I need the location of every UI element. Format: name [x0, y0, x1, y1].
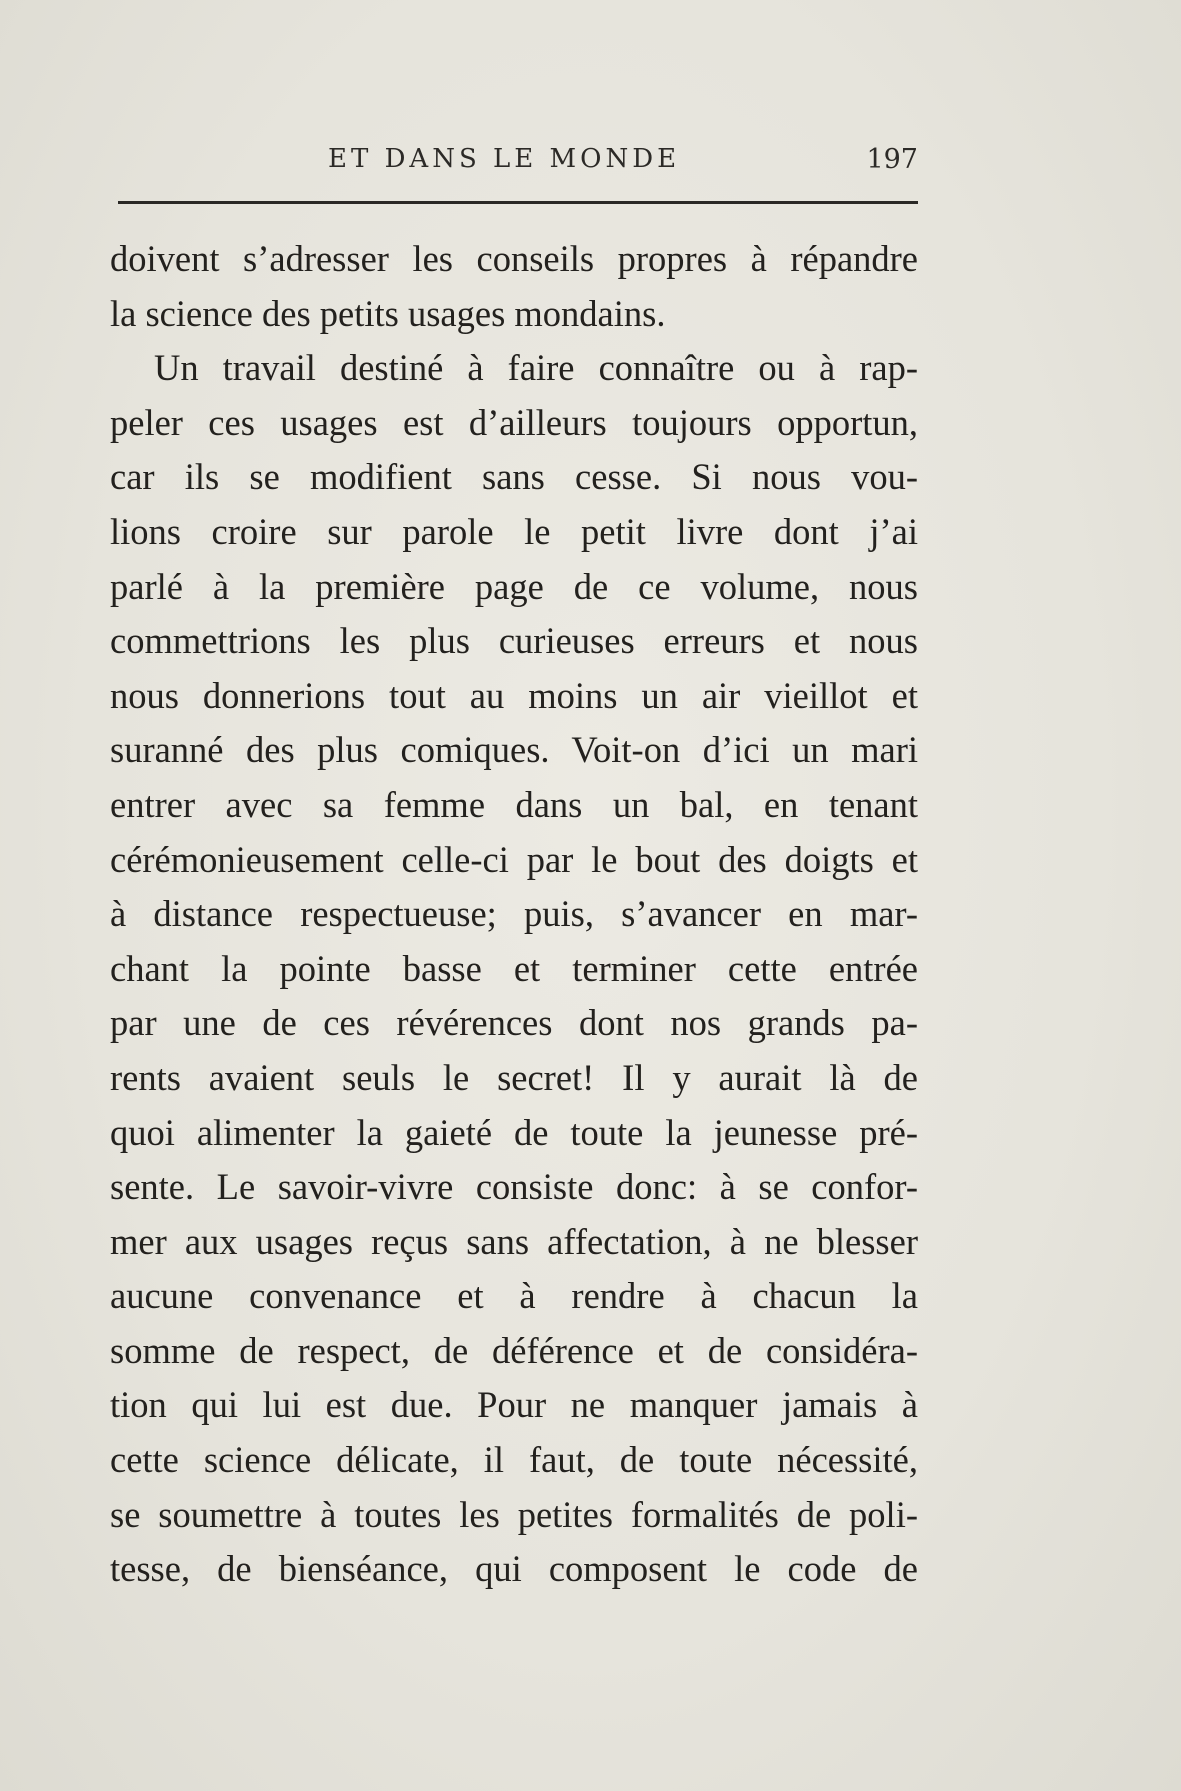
text-line: lions croire sur parole le petit livre dont j’ai: [110, 510, 918, 552]
text-line: commettrions les plus curieuses erreurs et nous: [110, 620, 918, 662]
text-line: doivent s’adresser les conseils propres à répandre: [110, 238, 918, 279]
text-line: entrer avec sa femme dans un bal, en tenant: [110, 783, 918, 825]
text-line: car ils se modifient sans cesse. Si nous vou-: [110, 456, 918, 498]
text-line: parlé à la première page de ce volume, nous: [110, 565, 918, 607]
text-line: Un travail destiné à faire connaître ou à rap-: [154, 347, 918, 389]
text-line: somme de respect, de déférence et de considéra-: [110, 1329, 918, 1371]
running-head: [118, 140, 918, 180]
body-text: [110, 232, 918, 1597]
text-line: sente. Le savoir-vivre consiste donc: à se confor-: [110, 1166, 918, 1208]
text-line: aucune convenance et à rendre à chacun la: [110, 1275, 918, 1317]
text-line: cette science délicate, il faut, de toute nécessité,: [110, 1439, 918, 1481]
text-line: chant la pointe basse et terminer cette entrée: [110, 947, 918, 989]
text-line: cérémonieusement celle-ci par le bout des doigts et: [110, 838, 918, 880]
text-line: nous donnerions tout au moins un air vieillot et: [110, 674, 918, 716]
text-line: se soumettre à toutes les petites formalités de poli-: [110, 1493, 918, 1535]
text-line: rents avaient seuls le secret! Il y aurait là de: [110, 1056, 918, 1098]
running-title: ET DANS LE MONDE: [328, 144, 681, 174]
text-line: tesse, de bienséance, qui composent le code de: [110, 1548, 918, 1590]
text-line: à distance respectueuse; puis, s’avancer en mar-: [110, 893, 918, 935]
text-line: tion qui lui est due. Pour ne manquer jamais à: [110, 1384, 918, 1426]
text-line: mer aux usages reçus sans affectation, à ne blesser: [110, 1220, 918, 1262]
text-line: suranné des plus comiques. Voit-on d’ici un mari: [110, 729, 918, 771]
text-line: par une de ces révérences dont nos grands pa-: [110, 1002, 918, 1044]
text-line: la science des petits usages mondains.: [110, 292, 666, 334]
page-number: 197: [866, 144, 918, 175]
text-line: peler ces usages est d’ailleurs toujours opportun,: [110, 401, 918, 443]
header-rule: [118, 201, 918, 204]
text-line: quoi alimenter la gaieté de toute la jeunesse pré-: [110, 1111, 918, 1153]
